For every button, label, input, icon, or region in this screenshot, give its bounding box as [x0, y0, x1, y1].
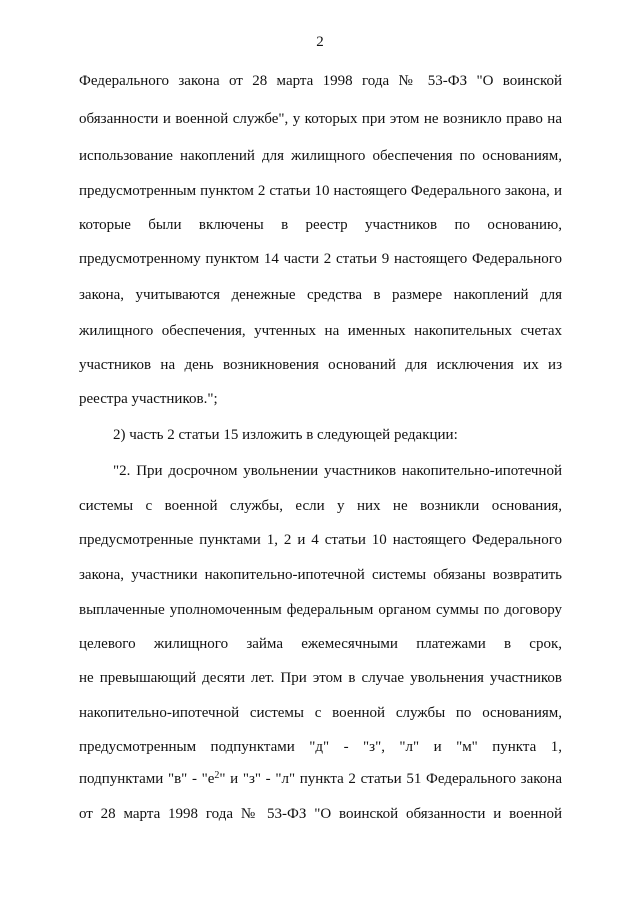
text-line-with-superscript: [79, 770, 562, 788]
text-line: обязанности и военной службе", у которых при этом не возникло право на: [79, 111, 562, 127]
text-line: закона, участники накопительно-ипотечной системы обязаны возвратить: [79, 567, 562, 583]
text-line: участников на день возникновения оснований для исключения их из: [79, 357, 562, 373]
text-line: реестра участников.";: [79, 391, 218, 407]
text-line: Федерального закона от 28 марта 1998 года № 53-ФЗ "О воинской: [79, 73, 562, 89]
text-line: целевого жилищного займа ежемесячными платежами в срок,: [79, 636, 562, 652]
text-line: предусмотренному пунктом 14 части 2 статьи 9 настоящего Федерального: [79, 251, 562, 267]
quoted-paragraph-start: "2. При досрочном увольнении участников накопительно-ипотечной: [113, 463, 562, 479]
text-line: которые были включены в реестр участников по основанию,: [79, 217, 562, 233]
text-line: не превышающий десяти лет. При этом в случае увольнения участников: [79, 670, 562, 686]
text-line: от 28 марта 1998 года № 53-ФЗ "О воинской обязанности и военной: [79, 806, 562, 822]
text-line: использование накоплений для жилищного обеспечения по основаниям,: [79, 148, 562, 164]
text-line: системы с военной службы, если у них не возникли основания,: [79, 498, 562, 514]
list-item-heading: 2) часть 2 статьи 15 изложить в следующей редакции:: [113, 427, 458, 443]
text-line: предусмотренным пунктом 2 статьи 10 настоящего Федерального закона, и: [79, 183, 562, 199]
page-number: 2: [316, 34, 324, 50]
text-line: предусмотренные пунктами 1, 2 и 4 статьи 10 настоящего Федерального: [79, 532, 562, 548]
text-line: накопительно-ипотечной системы с военной службы по основаниям,: [79, 705, 562, 721]
text-line: закона, учитываются денежные средства в размере накоплений для: [79, 287, 562, 303]
text-segment: подпунктами "в" - "е: [79, 771, 215, 787]
text-line: жилищного обеспечения, учтенных на именных накопительных счетах: [79, 323, 562, 339]
text-line: предусмотренным подпунктами "д" - "з", "л" и "м" пункта 1,: [79, 739, 562, 755]
text-line: выплаченные уполномоченным федеральным органом суммы по договору: [79, 602, 562, 618]
superscript: 2: [214, 770, 220, 781]
text-segment: " и "з" - "л" пункта 2 статьи 51 Федерального закона: [219, 771, 562, 787]
